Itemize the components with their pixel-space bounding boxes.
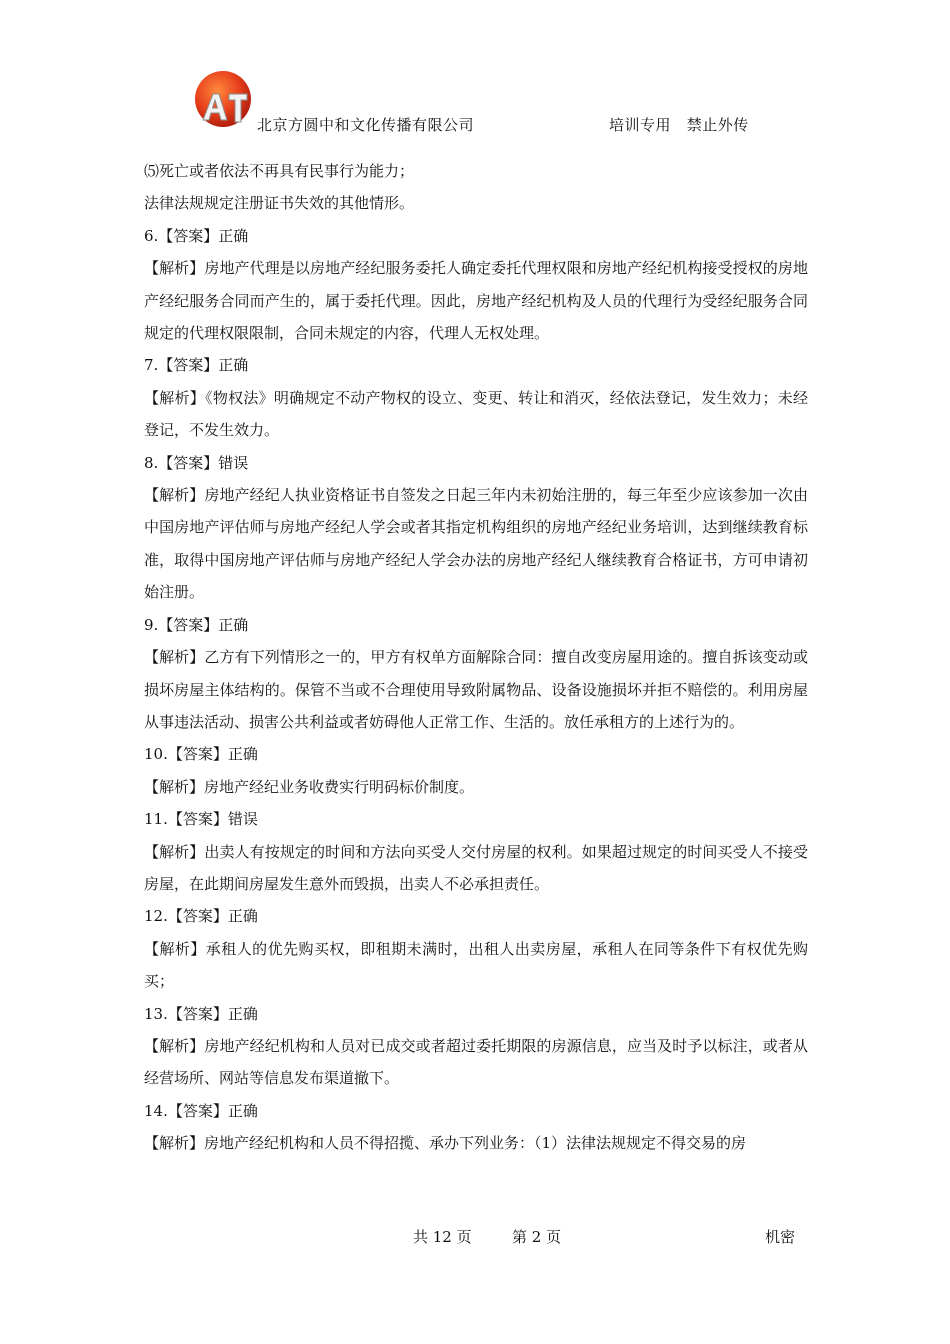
answer-line-8: 8.【答案】错误 bbox=[144, 453, 249, 472]
page-current: 第 2 页 bbox=[512, 1228, 562, 1246]
training-notice: 培训专用 禁止外传 bbox=[609, 116, 749, 134]
answer-line-9: 9.【答案】正确 bbox=[144, 615, 249, 634]
text-line: ⑸死亡或者依法不再具有民事行为能力； bbox=[144, 162, 415, 180]
company-logo-icon bbox=[193, 70, 255, 132]
analysis-paragraph-11: 【解析】出卖人有按规定的时间和方法向买受人交付房屋的权利。如果超过规定的时间买受人不接受房屋，在此期间房屋发生意外而毁损，出卖人不必承担责任。 bbox=[144, 842, 808, 893]
document-body bbox=[144, 155, 808, 1160]
page-total: 共 12 页 bbox=[413, 1228, 472, 1246]
analysis-paragraph-8: 【解析】房地产经纪人执业资格证书自签发之日起三年内未初始注册的，每三年至少应该参加一次由中国房地产评估师与房地产经纪人学会或者其指定机构组织的房地产经纪业务培训，达到继续教育标准，取得中国房地产评估师与房地产经纪人学会办法的房地产经纪人继续教育合格证书，方可申请初始注册。 bbox=[144, 486, 808, 602]
company-name: 北京方圆中和文化传播有限公司 bbox=[257, 116, 475, 134]
analysis-paragraph-13: 【解析】房地产经纪机构和人员对已成交或者超过委托期限的房源信息，应当及时予以标注，或者从经营场所、网站等信息发布渠道撤下。 bbox=[144, 1036, 808, 1088]
answer-line-12: 12.【答案】正确 bbox=[144, 907, 258, 926]
analysis-paragraph-14: 【解析】房地产经纪机构和人员不得招揽、承办下列业务：（1）法律法规规定不得交易的房 bbox=[144, 1134, 747, 1153]
page-footer bbox=[0, 1226, 950, 1256]
page-header bbox=[0, 0, 950, 140]
answer-line-11: 11.【答案】错误 bbox=[144, 810, 258, 829]
answer-line-13: 13.【答案】正确 bbox=[144, 1004, 258, 1023]
analysis-paragraph-7: 【解析】《物权法》明确规定不动产物权的设立、变更、转让和消灭，经依法登记，发生效力；未经登记，不发生效力。 bbox=[144, 388, 808, 440]
answer-line-10: 10.【答案】正确 bbox=[144, 745, 258, 764]
confidential-label: 机密 bbox=[765, 1228, 796, 1246]
answer-line-7: 7.【答案】正确 bbox=[144, 356, 249, 375]
text-line: 法律法规规定注册证书失效的其他情形。 bbox=[144, 194, 415, 213]
analysis-paragraph-6: 【解析】房地产代理是以房地产经纪服务委托人确定委托代理权限和房地产经纪机构接受授权的房地产经纪服务合同而产生的，属于委托代理。因此，房地产经纪机构及人员的代理行为受经纪服务合同规定的代理权限限制，合同未规定的内容，代理人无权处理。 bbox=[144, 259, 808, 343]
answer-line-14: 14.【答案】正确 bbox=[144, 1101, 258, 1120]
analysis-paragraph-9: 【解析】乙方有下列情形之一的，甲方有权单方面解除合同：擅自改变房屋用途的。擅自拆该变动或损坏房屋主体结构的。保管不当或不合理使用导致附属物品、设备设施损坏并拒不赔偿的。利用房屋从事违法活动、损害公共利益或者妨碍他人正常工作、生活的。放任承租方的上述行为的。 bbox=[144, 648, 808, 731]
analysis-paragraph-12: 【解析】承租人的优先购买权，即租期未满时，出租人出卖房屋，承租人在同等条件下有权优先购买； bbox=[144, 939, 808, 991]
answer-line-6: 6.【答案】正确 bbox=[144, 226, 249, 245]
analysis-paragraph-10: 【解析】房地产经纪业务收费实行明码标价制度。 bbox=[144, 777, 475, 796]
